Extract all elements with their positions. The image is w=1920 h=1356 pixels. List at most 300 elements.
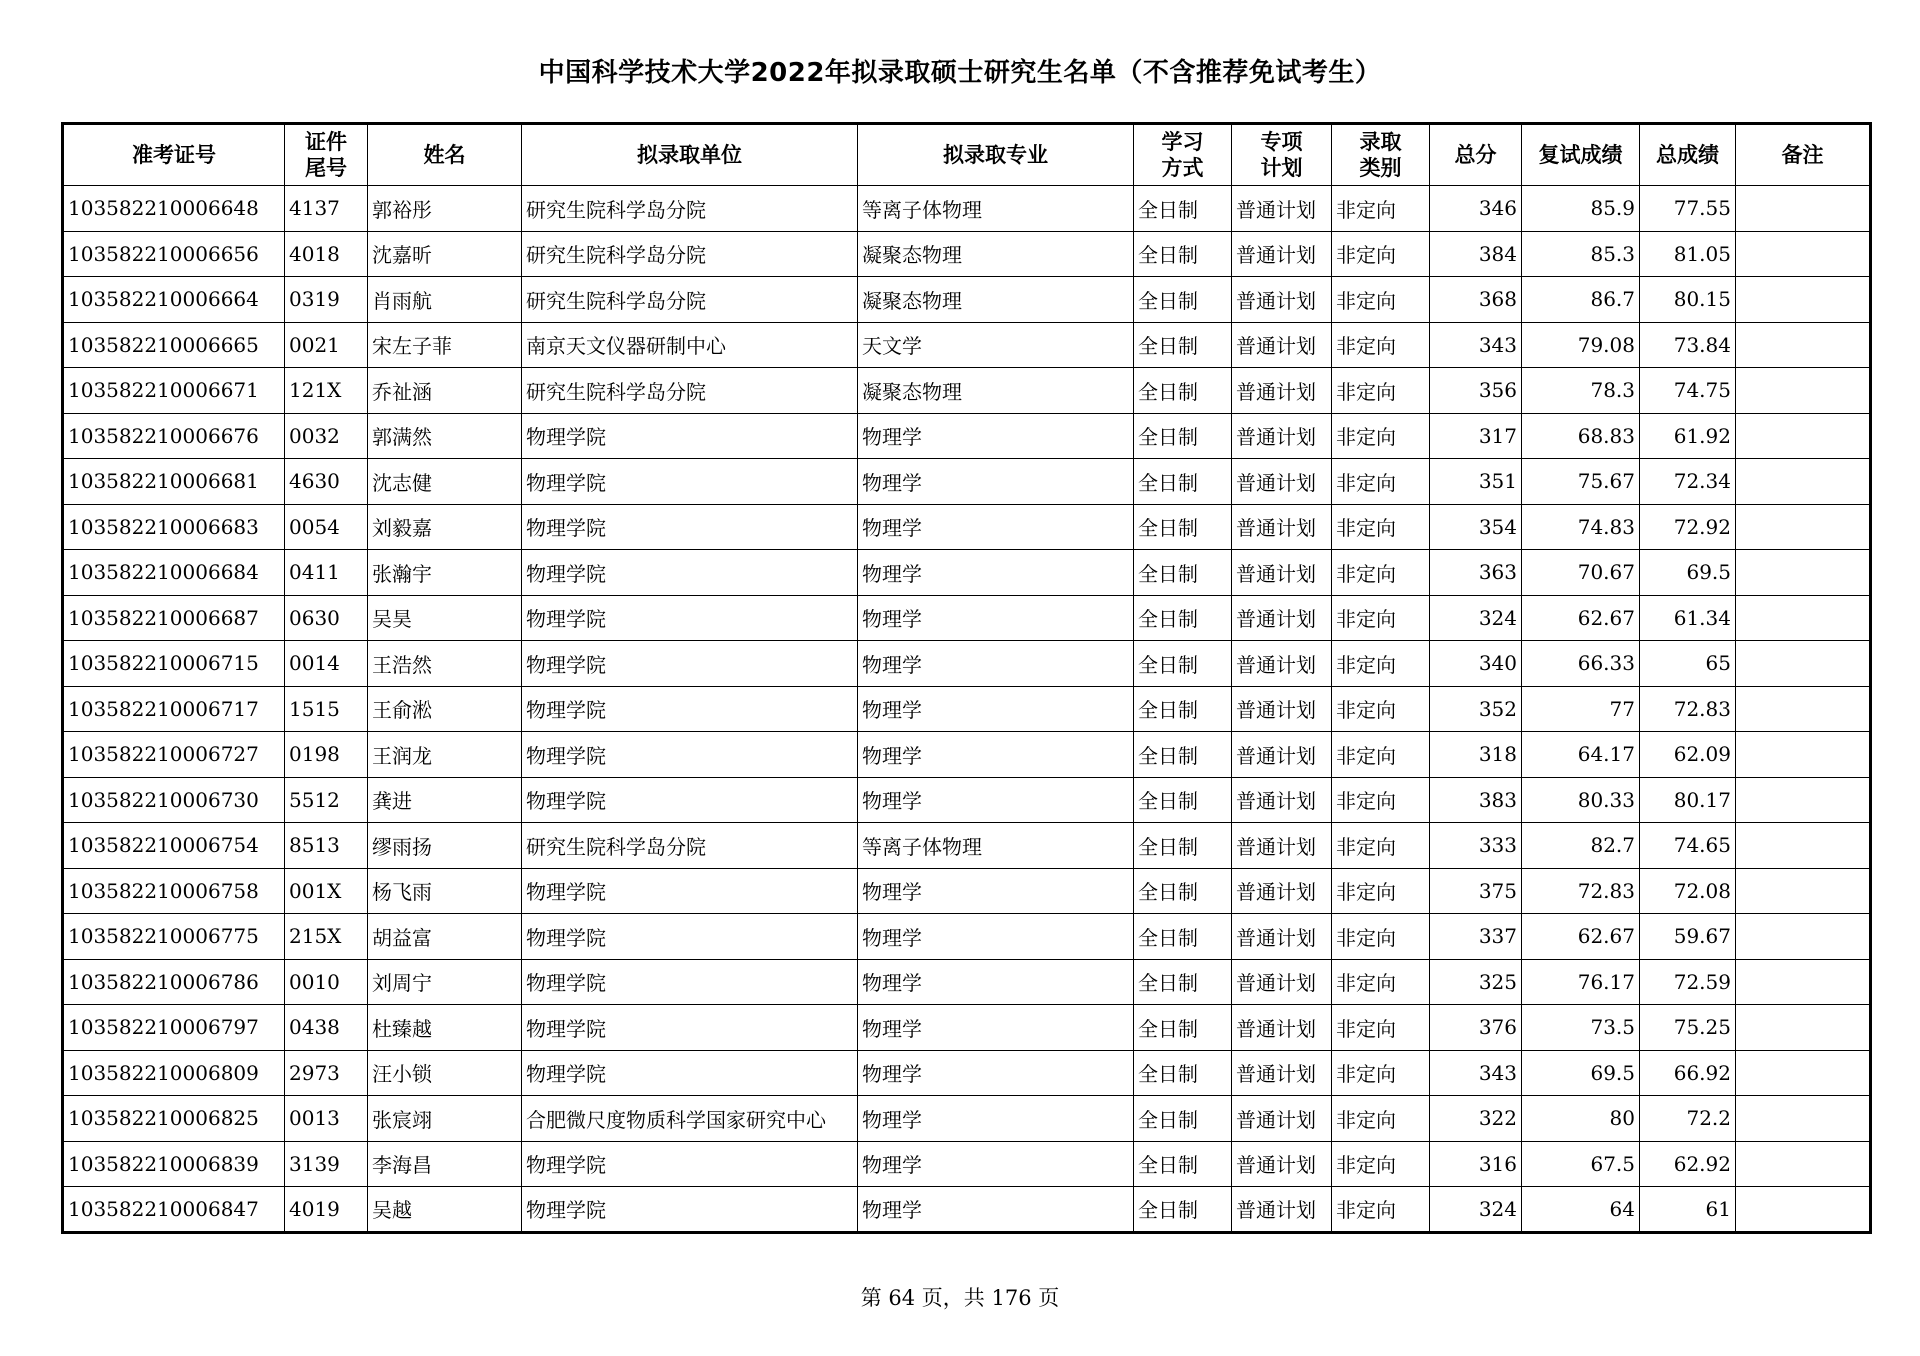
table-cell: 0014 [285,641,368,687]
table-cell: 物理学 [858,1141,1134,1187]
table-cell: 316 [1430,1141,1522,1187]
table-cell: 普通计划 [1232,277,1332,323]
table-row [63,959,1871,1005]
table-cell: 杨飞雨 [368,868,522,914]
column-header: 准考证号 [63,124,285,186]
table-row [63,595,1871,641]
column-header: 总分 [1430,124,1522,186]
table-cell: 普通计划 [1232,322,1332,368]
table-cell: 张宸翊 [368,1096,522,1142]
table-cell: 72.59 [1640,959,1736,1005]
table-cell: 研究生院科学岛分院 [522,368,858,414]
table-cell [1736,868,1871,914]
table-cell: 物理学院 [522,732,858,778]
table-cell: 乔祉涵 [368,368,522,414]
table-cell: 356 [1430,368,1522,414]
table-cell: 2973 [285,1050,368,1096]
table-cell: 72.2 [1640,1096,1736,1142]
table-cell: 全日制 [1134,1141,1232,1187]
table-cell: 全日制 [1134,686,1232,732]
table-cell [1736,368,1871,414]
table-cell: 4019 [285,1187,368,1233]
table-cell: 全日制 [1134,368,1232,414]
table-cell: 1515 [285,686,368,732]
table-cell [1736,1050,1871,1096]
table-cell [1736,959,1871,1005]
table-cell: 研究生院科学岛分院 [522,186,858,232]
table-cell: 非定向 [1332,459,1430,505]
table-cell: 物理学 [858,732,1134,778]
table-cell: 全日制 [1134,959,1232,1005]
table-cell: 物理学院 [522,959,858,1005]
table-cell: 合肥微尺度物质科学国家研究中心 [522,1096,858,1142]
table-cell: 物理学 [858,413,1134,459]
table-cell: 郭裕彤 [368,186,522,232]
table-cell: 物理学 [858,959,1134,1005]
table-cell: 物理学院 [522,1187,858,1233]
table-cell: 普通计划 [1232,1096,1332,1142]
table-cell: 全日制 [1134,413,1232,459]
table-cell: 86.7 [1522,277,1640,323]
table-cell: 非定向 [1332,231,1430,277]
table-cell: 0198 [285,732,368,778]
table-cell: 61 [1640,1187,1736,1233]
table-cell: 物理学院 [522,914,858,960]
table-cell: 张瀚宇 [368,550,522,596]
table-cell: 全日制 [1134,550,1232,596]
table-cell [1736,1187,1871,1233]
table-row [63,504,1871,550]
table-cell [1736,277,1871,323]
table-cell: 普通计划 [1232,368,1332,414]
table-cell: 8513 [285,823,368,869]
table-cell [1736,550,1871,596]
table-cell: 吴越 [368,1187,522,1233]
table-cell: 70.67 [1522,550,1640,596]
table-cell: 103582210006797 [63,1005,285,1051]
table-cell: 物理学 [858,868,1134,914]
table-cell: 天文学 [858,322,1134,368]
table-cell: 全日制 [1134,459,1232,505]
table-cell: 103582210006758 [63,868,285,914]
table-cell [1736,1096,1871,1142]
table-cell: 非定向 [1332,595,1430,641]
table-cell: 103582210006656 [63,231,285,277]
table-cell: 李海昌 [368,1141,522,1187]
table-cell: 121X [285,368,368,414]
table-cell: 普通计划 [1232,823,1332,869]
table-cell [1736,1141,1871,1187]
column-header: 复试成绩 [1522,124,1640,186]
column-header: 学习 方式 [1134,124,1232,186]
table-cell: 80.33 [1522,777,1640,823]
table-cell: 普通计划 [1232,413,1332,459]
table-cell: 64.17 [1522,732,1640,778]
column-header: 拟录取单位 [522,124,858,186]
table-cell: 78.3 [1522,368,1640,414]
column-header: 专项 计划 [1232,124,1332,186]
table-cell: 0010 [285,959,368,1005]
table-cell: 普通计划 [1232,1050,1332,1096]
table-cell: 物理学院 [522,1141,858,1187]
table-cell: 刘毅嘉 [368,504,522,550]
table-cell: 王润龙 [368,732,522,778]
table-cell: 物理学 [858,1096,1134,1142]
table-cell: 59.67 [1640,914,1736,960]
table-cell: 普通计划 [1232,459,1332,505]
table-cell: 103582210006727 [63,732,285,778]
table-cell: 0013 [285,1096,368,1142]
table-cell: 普通计划 [1232,1187,1332,1233]
table-cell: 物理学 [858,459,1134,505]
table-cell: 66.92 [1640,1050,1736,1096]
table-cell: 61.34 [1640,595,1736,641]
table-cell: 72.08 [1640,868,1736,914]
table-cell: 物理学院 [522,1050,858,1096]
table-cell: 非定向 [1332,322,1430,368]
table-row [63,1096,1871,1142]
page-footer: 第 64 页，共 176 页 [860,1286,1060,1310]
table-cell: 研究生院科学岛分院 [522,277,858,323]
table-cell: 75.67 [1522,459,1640,505]
table-cell: 68.83 [1522,413,1640,459]
table-cell: 66.33 [1522,641,1640,687]
table-cell: 普通计划 [1232,1005,1332,1051]
table-cell: 等离子体物理 [858,186,1134,232]
table-cell: 376 [1430,1005,1522,1051]
table-row [63,1050,1871,1096]
table-cell: 103582210006648 [63,186,285,232]
table-cell: 全日制 [1134,322,1232,368]
table-cell: 346 [1430,186,1522,232]
page-title: 中国科学技术大学2022年拟录取硕士研究生名单（不含推荐免试考生） [538,58,1382,88]
table-cell: 非定向 [1332,1096,1430,1142]
table-cell: 普通计划 [1232,732,1332,778]
table-cell: 宋左子菲 [368,322,522,368]
table-cell: 324 [1430,595,1522,641]
table-cell: 85.3 [1522,231,1640,277]
table-cell: 全日制 [1134,1050,1232,1096]
table-cell: 南京天文仪器研制中心 [522,322,858,368]
table-cell: 沈志健 [368,459,522,505]
table-cell [1736,413,1871,459]
table-cell: 103582210006754 [63,823,285,869]
table-row [63,732,1871,778]
table-cell: 物理学 [858,641,1134,687]
table-cell: 368 [1430,277,1522,323]
table-cell: 非定向 [1332,732,1430,778]
table-cell: 全日制 [1134,504,1232,550]
table-cell: 胡益富 [368,914,522,960]
table-cell: 物理学院 [522,868,858,914]
table-cell: 非定向 [1332,277,1430,323]
table-cell: 77.55 [1640,186,1736,232]
table-cell: 72.83 [1640,686,1736,732]
table-cell: 全日制 [1134,868,1232,914]
table-row [63,322,1871,368]
table-cell: 物理学 [858,1050,1134,1096]
column-header: 姓名 [368,124,522,186]
table-cell: 物理学院 [522,550,858,596]
table-cell: 非定向 [1332,959,1430,1005]
table-row [63,868,1871,914]
column-header: 证件 尾号 [285,124,368,186]
table-row [63,550,1871,596]
table-cell: 沈嘉昕 [368,231,522,277]
table-cell: 73.5 [1522,1005,1640,1051]
table-cell: 全日制 [1134,732,1232,778]
table-cell: 215X [285,914,368,960]
table-cell: 非定向 [1332,186,1430,232]
table-cell: 全日制 [1134,641,1232,687]
table-header [63,124,1871,186]
table-cell: 凝聚态物理 [858,231,1134,277]
table-cell [1736,641,1871,687]
table-row [63,1141,1871,1187]
table-cell [1736,914,1871,960]
table-row [63,777,1871,823]
table-cell: 全日制 [1134,914,1232,960]
table-cell: 80.17 [1640,777,1736,823]
table-cell: 非定向 [1332,413,1430,459]
table-cell: 普通计划 [1232,868,1332,914]
table-cell: 322 [1430,1096,1522,1142]
table-cell: 4018 [285,231,368,277]
table-row [63,277,1871,323]
table-cell: 337 [1430,914,1522,960]
table-cell: 非定向 [1332,368,1430,414]
table-cell: 69.5 [1522,1050,1640,1096]
table-cell [1736,686,1871,732]
table-cell: 343 [1430,1050,1522,1096]
table-row [63,823,1871,869]
table-cell: 物理学院 [522,1005,858,1051]
table-cell: 物理学院 [522,595,858,641]
table-cell: 普通计划 [1232,1141,1332,1187]
table-cell: 普通计划 [1232,595,1332,641]
table-cell: 4630 [285,459,368,505]
table-cell: 103582210006681 [63,459,285,505]
table-cell: 非定向 [1332,1005,1430,1051]
table-cell: 82.7 [1522,823,1640,869]
table-cell: 103582210006671 [63,368,285,414]
table-cell: 凝聚态物理 [858,368,1134,414]
table-cell: 汪小锁 [368,1050,522,1096]
table-cell [1736,595,1871,641]
table-cell: 103582210006839 [63,1141,285,1187]
table-cell: 王浩然 [368,641,522,687]
table-cell: 384 [1430,231,1522,277]
table-cell: 物理学 [858,550,1134,596]
table-cell: 324 [1430,1187,1522,1233]
table-cell: 383 [1430,777,1522,823]
table-cell: 0438 [285,1005,368,1051]
table-cell: 物理学 [858,1005,1134,1051]
table-cell: 103582210006775 [63,914,285,960]
table-cell: 318 [1430,732,1522,778]
table-cell: 103582210006664 [63,277,285,323]
table-cell: 80 [1522,1096,1640,1142]
table-cell: 普通计划 [1232,686,1332,732]
table-cell: 非定向 [1332,641,1430,687]
table-cell: 80.15 [1640,277,1736,323]
table-row [63,413,1871,459]
table-cell: 普通计划 [1232,641,1332,687]
table-cell: 非定向 [1332,823,1430,869]
table-cell: 352 [1430,686,1522,732]
table-cell: 103582210006847 [63,1187,285,1233]
table-cell: 物理学 [858,595,1134,641]
table-cell: 杜臻越 [368,1005,522,1051]
table-cell: 0032 [285,413,368,459]
table-cell: 全日制 [1134,186,1232,232]
table-cell: 375 [1430,868,1522,914]
table-cell: 研究生院科学岛分院 [522,823,858,869]
table-cell: 全日制 [1134,595,1232,641]
table-cell: 79.08 [1522,322,1640,368]
table-cell: 非定向 [1332,1141,1430,1187]
table-cell: 3139 [285,1141,368,1187]
table-cell: 363 [1430,550,1522,596]
table-cell [1736,732,1871,778]
table-cell: 4137 [285,186,368,232]
table-cell: 62.67 [1522,914,1640,960]
table-cell: 103582210006665 [63,322,285,368]
table-cell: 普通计划 [1232,504,1332,550]
table-cell: 物理学 [858,504,1134,550]
table-cell: 103582210006683 [63,504,285,550]
table-cell: 王俞淞 [368,686,522,732]
table-cell: 非定向 [1332,868,1430,914]
admission-table [61,122,1872,1234]
table-cell: 74.83 [1522,504,1640,550]
table-cell: 72.34 [1640,459,1736,505]
table-cell: 非定向 [1332,550,1430,596]
table-cell: 001X [285,868,368,914]
table-cell: 61.92 [1640,413,1736,459]
table-cell: 75.25 [1640,1005,1736,1051]
table-row [63,914,1871,960]
table-cell: 0054 [285,504,368,550]
table-cell: 肖雨航 [368,277,522,323]
table-row [63,1005,1871,1051]
table-cell: 69.5 [1640,550,1736,596]
table-cell: 普通计划 [1232,231,1332,277]
table-cell: 103582210006825 [63,1096,285,1142]
table-cell: 物理学院 [522,777,858,823]
table-cell [1736,459,1871,505]
table-row [63,186,1871,232]
table-cell: 缪雨扬 [368,823,522,869]
table-cell: 74.65 [1640,823,1736,869]
table-cell: 317 [1430,413,1522,459]
table-cell [1736,823,1871,869]
table-cell: 85.9 [1522,186,1640,232]
table-cell: 64 [1522,1187,1640,1233]
table-cell: 340 [1430,641,1522,687]
table-cell: 物理学 [858,686,1134,732]
table-cell: 81.05 [1640,231,1736,277]
table-cell: 等离子体物理 [858,823,1134,869]
table-cell: 0411 [285,550,368,596]
table-cell: 103582210006809 [63,1050,285,1096]
table-cell [1736,1005,1871,1051]
table-cell: 普通计划 [1232,186,1332,232]
table-row [63,641,1871,687]
table-cell: 65 [1640,641,1736,687]
table-cell: 354 [1430,504,1522,550]
table-body [63,186,1871,1233]
table-cell: 刘周宁 [368,959,522,1005]
table-cell: 非定向 [1332,1050,1430,1096]
table-row [63,459,1871,505]
table-cell: 郭满然 [368,413,522,459]
table-cell [1736,504,1871,550]
table-row [63,686,1871,732]
table-cell [1736,322,1871,368]
table-cell: 103582210006676 [63,413,285,459]
table-cell: 103582210006717 [63,686,285,732]
table-cell: 0630 [285,595,368,641]
table-cell: 0021 [285,322,368,368]
table-cell: 77 [1522,686,1640,732]
table-cell: 76.17 [1522,959,1640,1005]
table-cell: 普通计划 [1232,777,1332,823]
table-cell [1736,231,1871,277]
admission-table-wrapper [61,122,1869,1234]
table-cell: 103582210006687 [63,595,285,641]
table-row [63,368,1871,414]
table-row [63,1187,1871,1233]
table-cell: 普通计划 [1232,550,1332,596]
table-cell: 普通计划 [1232,914,1332,960]
table-cell: 全日制 [1134,1187,1232,1233]
table-cell: 67.5 [1522,1141,1640,1187]
table-cell: 物理学院 [522,686,858,732]
table-cell: 凝聚态物理 [858,277,1134,323]
table-cell: 103582210006730 [63,777,285,823]
table-cell: 龚进 [368,777,522,823]
table-cell: 72.92 [1640,504,1736,550]
table-cell: 物理学 [858,1187,1134,1233]
column-header: 拟录取专业 [858,124,1134,186]
table-cell: 103582210006786 [63,959,285,1005]
table-cell: 全日制 [1134,1096,1232,1142]
table-cell: 351 [1430,459,1522,505]
table-cell: 62.92 [1640,1141,1736,1187]
table-cell [1736,186,1871,232]
table-cell: 全日制 [1134,1005,1232,1051]
table-cell: 研究生院科学岛分院 [522,231,858,277]
table-cell: 103582210006684 [63,550,285,596]
table-cell: 62.67 [1522,595,1640,641]
table-cell: 非定向 [1332,914,1430,960]
table-cell: 非定向 [1332,686,1430,732]
table-cell [1736,777,1871,823]
table-cell: 全日制 [1134,231,1232,277]
table-cell: 74.75 [1640,368,1736,414]
table-cell: 物理学院 [522,459,858,505]
table-cell: 物理学院 [522,413,858,459]
column-header: 备注 [1736,124,1871,186]
table-cell: 103582210006715 [63,641,285,687]
table-cell: 333 [1430,823,1522,869]
table-cell: 73.84 [1640,322,1736,368]
table-cell: 吴昊 [368,595,522,641]
table-cell: 全日制 [1134,777,1232,823]
table-cell: 非定向 [1332,504,1430,550]
table-cell: 343 [1430,322,1522,368]
